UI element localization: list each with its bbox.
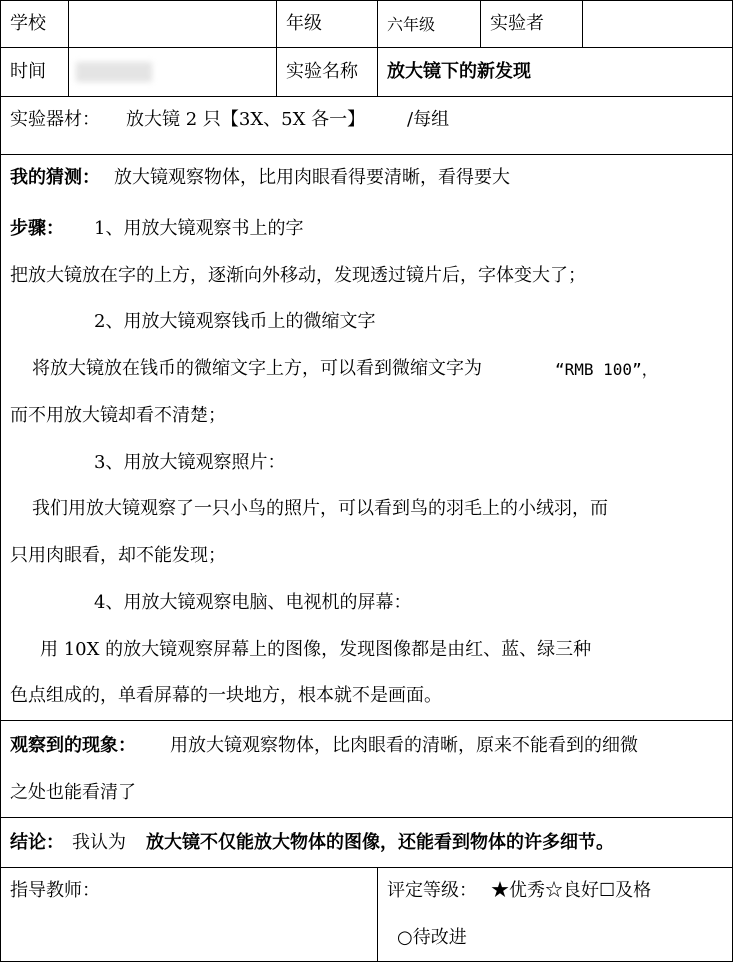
row-divider-5 — [0, 817, 733, 818]
table-border-top — [0, 0, 733, 1]
time-label: 时间 — [10, 61, 46, 82]
school-label: 学校 — [10, 13, 46, 34]
row-divider-6 — [0, 867, 733, 868]
col-divider-label — [68, 0, 69, 96]
row-divider-4 — [0, 720, 733, 721]
teacher-label: 指导教师： — [10, 880, 100, 901]
step2-text-continued: 而不用放大镜却看不清楚； — [10, 405, 226, 426]
equipment-label: 实验器材： — [10, 109, 100, 130]
conclusion-text: 放大镜不仅能放大物体的图像，还能看到物体的许多细节。 — [146, 832, 614, 853]
step3-text: 我们用放大镜观察了一只小鸟的照片，可以看到鸟的羽毛上的小绒羽，而 — [32, 498, 608, 519]
experiment-name-label: 实验名称 — [286, 61, 358, 82]
row-divider-1 — [0, 47, 733, 48]
step1-text: 把放大镜放在字的上方，逐渐向外移动，发现透过镜片后，字体变大了； — [10, 265, 586, 286]
steps-label: 步骤： — [10, 218, 64, 239]
guess-label: 我的猜测： — [10, 167, 100, 188]
step4-text-continued: 色点组成的，单看屏幕的一块地方，根本就不是画面。 — [10, 685, 442, 706]
observation-text: 用放大镜观察物体，比肉眼看的清晰，原来不能看到的细微 — [170, 735, 638, 756]
equipment-per-group: /每组 — [407, 109, 450, 130]
step4-title: 4、用放大镜观察电脑、电视机的屏幕： — [94, 592, 412, 613]
table-border-left — [0, 0, 1, 962]
step1-title: 1、用放大镜观察书上的字 — [94, 218, 304, 239]
grade-rating-pending[interactable]: ○待改进 — [397, 927, 467, 948]
col-divider-right — [377, 0, 378, 96]
step2-text: 将放大镜放在钱币的微缩文字上方，可以看到微缩文字为 — [32, 358, 482, 379]
row-divider-2 — [0, 96, 733, 97]
grade-rating-options[interactable]: ★优秀☆良好☐及格 — [491, 880, 652, 901]
col-divider-experimenter-label — [480, 0, 481, 47]
step2-quote: “RMB 100”， — [555, 360, 658, 379]
observation-label: 观察到的现象： — [10, 735, 136, 756]
col-divider-footer — [377, 867, 378, 962]
step4-text: 用 10X 的放大镜观察屏幕上的图像，发现图像都是由红、蓝、绿三种 — [40, 639, 592, 660]
experiment-name-value: 放大镜下的新发现 — [387, 61, 531, 82]
experimenter-label: 实验者 — [490, 13, 544, 34]
grade-value: 六年级 — [387, 15, 436, 34]
step2-title: 2、用放大镜观察钱币上的微缩文字 — [94, 311, 376, 332]
col-divider-mid — [276, 0, 277, 96]
guess-text: 放大镜观察物体，比用肉眼看得要清晰，看得要大 — [114, 167, 510, 188]
row-divider-3 — [0, 154, 733, 155]
step3-text-continued: 只用肉眼看，却不能发现； — [10, 545, 226, 566]
grade-rating-label: 评定等级： — [387, 880, 477, 901]
grade-label: 年级 — [286, 13, 322, 34]
conclusion-label: 结论： — [10, 832, 64, 853]
equipment-value: 放大镜 2 只【3X、5X 各一】 — [126, 109, 366, 130]
step3-title: 3、用放大镜观察照片： — [94, 452, 286, 473]
observation-text-continued: 之处也能看清了 — [10, 782, 136, 803]
time-value-redacted — [76, 62, 152, 82]
table-border-bottom — [0, 961, 733, 962]
conclusion-lead: 我认为 — [72, 832, 126, 853]
col-divider-experimenter-value — [582, 0, 583, 47]
